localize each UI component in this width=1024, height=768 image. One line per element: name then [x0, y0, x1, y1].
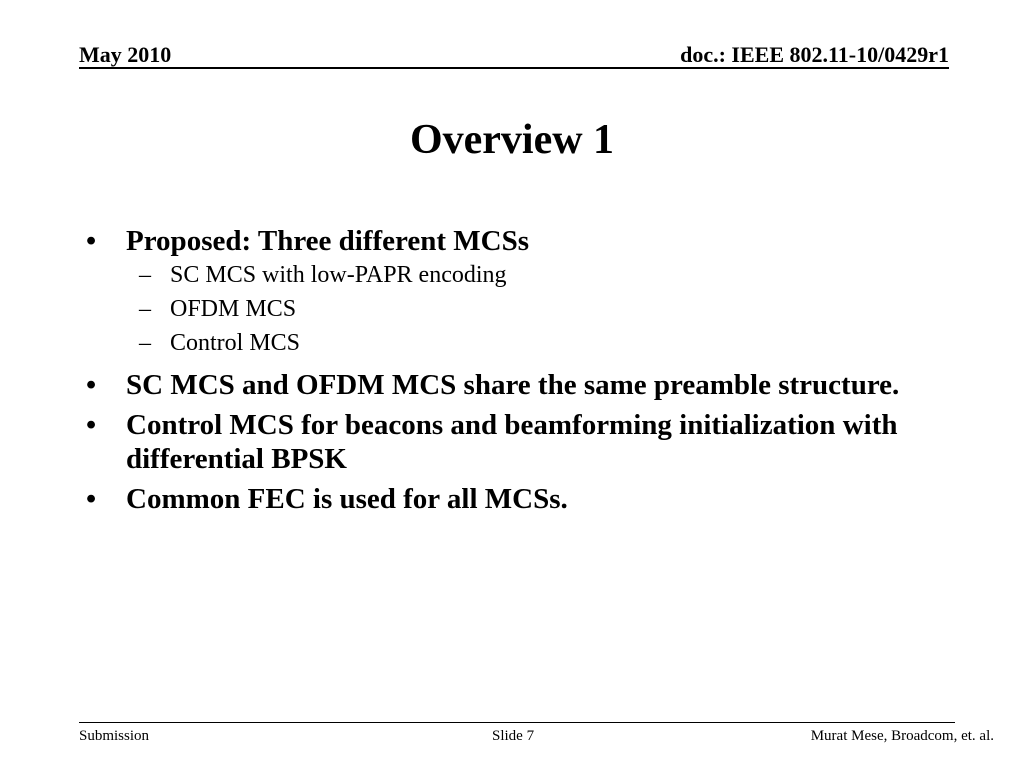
footer-submission: Submission	[79, 728, 150, 744]
sub-bullet-text: SC MCS with low-PAPR encoding	[170, 262, 507, 288]
sub-bullet-marker: –	[139, 296, 151, 322]
slide-header	[79, 40, 949, 70]
bullet-text: Common FEC is used for all MCSs.	[126, 483, 568, 515]
bullet-marker: •	[86, 225, 97, 257]
header-date: May 2010	[79, 42, 172, 67]
footer-authors: Murat Mese, Broadcom, et. al.	[810, 728, 994, 744]
bullet-item	[84, 482, 944, 516]
bullet-text: Proposed: Three different MCSs	[126, 225, 530, 257]
footer-divider	[79, 722, 955, 723]
bullet-marker: •	[86, 409, 97, 441]
bullet-text: Control MCS for beacons and beamforming initialization with differential BPSK	[126, 409, 898, 475]
slide-body	[84, 222, 944, 516]
slide-title: Overview 1	[409, 117, 615, 163]
sub-bullet-text: OFDM MCS	[170, 296, 297, 322]
bullet-item	[84, 408, 944, 476]
bullet-marker: •	[86, 369, 97, 401]
bullet-item	[84, 224, 944, 258]
sub-bullet-marker: –	[139, 262, 151, 288]
sub-bullet-item	[84, 258, 944, 292]
bullet-text: SC MCS and OFDM MCS share the same preamble structure.	[126, 369, 900, 401]
sub-bullet-item	[84, 326, 944, 360]
sub-bullet-text: Control MCS	[170, 330, 301, 356]
footer-slide-number: Slide 7	[492, 728, 535, 744]
header-doc-id: doc.: IEEE 802.11-10/0429r1	[680, 42, 949, 67]
bullet-item	[84, 368, 944, 402]
sub-bullet-marker: –	[139, 330, 151, 356]
header-divider	[79, 67, 949, 69]
bullet-marker: •	[86, 483, 97, 515]
sub-bullet-item	[84, 292, 944, 326]
